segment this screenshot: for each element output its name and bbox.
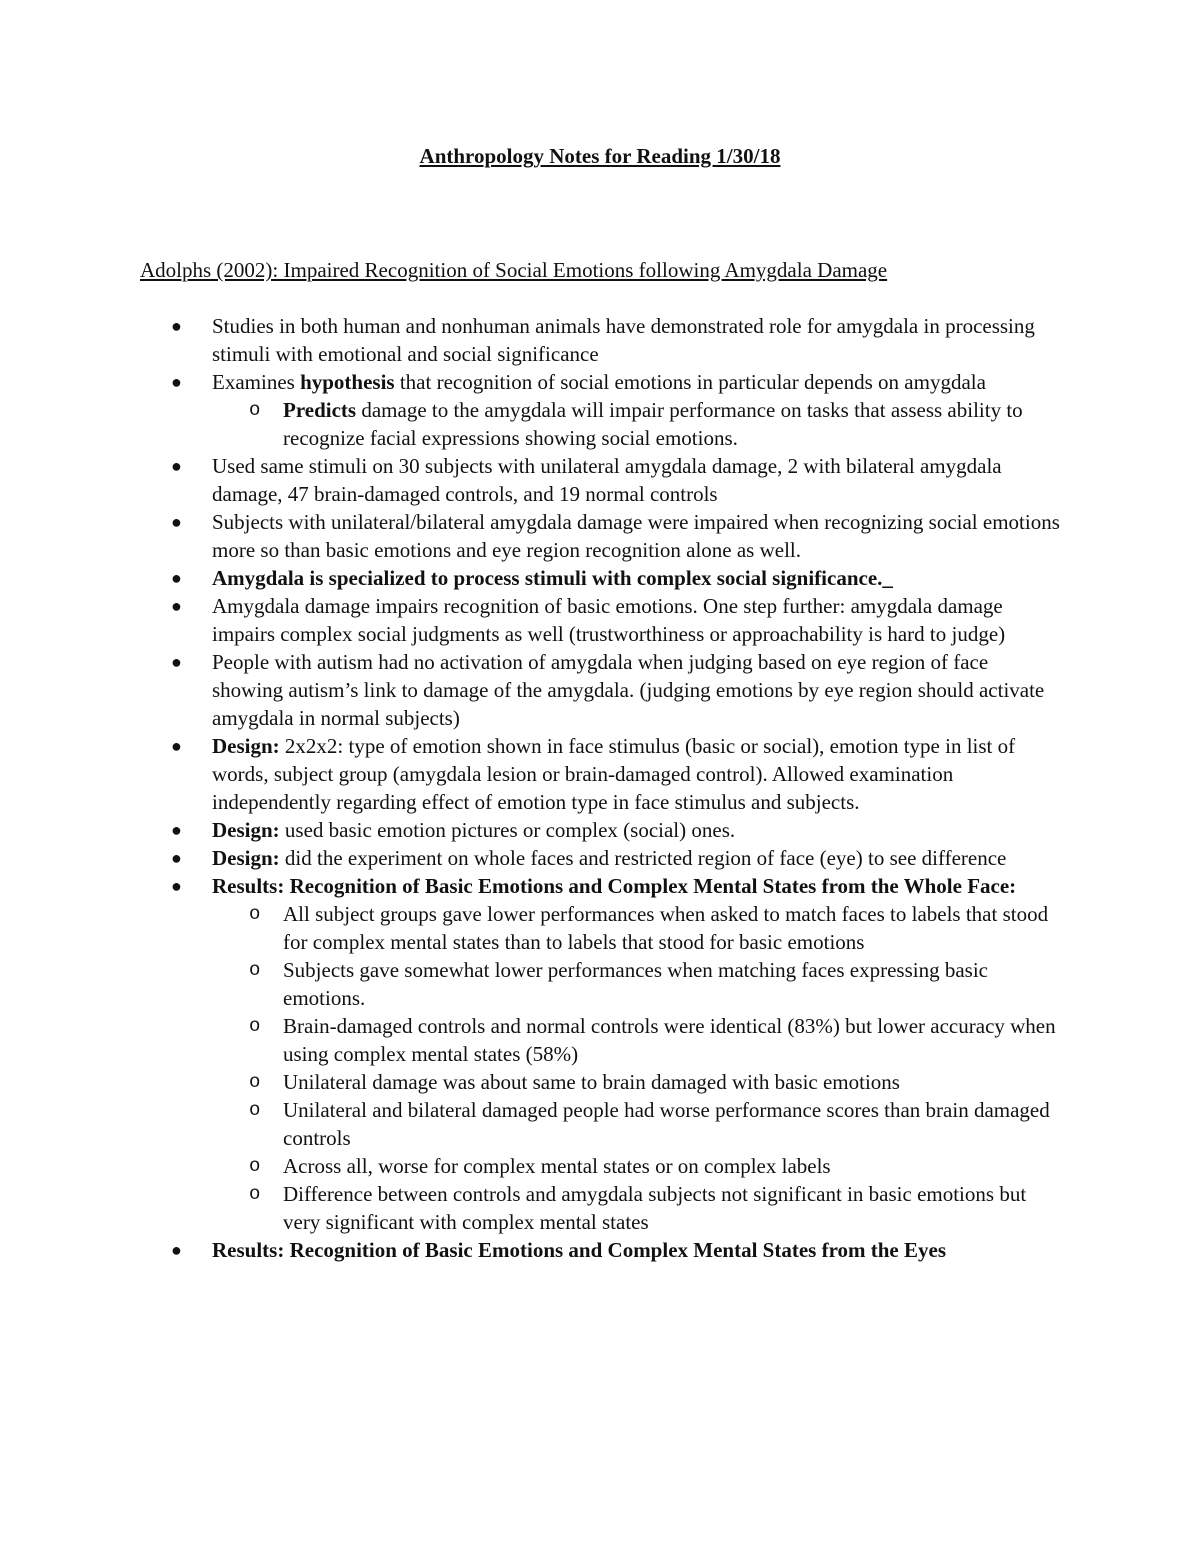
sub-bullet-icon: o (249, 399, 261, 421)
list-item (0, 872, 1200, 1236)
list-item (0, 732, 1200, 816)
sub-bullet-icon: o (249, 959, 261, 981)
sub-list (212, 900, 1060, 1236)
sub-list-item (212, 1152, 1060, 1180)
sub-item-text: All subject groups gave lower performances when asked to match faces to labels that stood for complex mental states than to labels that stood for basic emotions (283, 902, 1049, 954)
sub-list-item (212, 900, 1060, 956)
list-item (0, 592, 1200, 648)
list-item (0, 816, 1200, 844)
item-text: did the experiment on whole faces and restricted region of face (eye) to see difference (279, 846, 1007, 870)
sub-list-item (212, 1068, 1060, 1096)
bullet-icon: ● (171, 736, 182, 756)
item-bold-text: Results: Recognition of Basic Emotions and Complex Mental States from the Whole Face: (212, 874, 1017, 898)
section-heading: Adolphs (2002): Impaired Recognition of Social Emotions following Amygdala Damage (140, 258, 888, 282)
list-item (0, 648, 1200, 732)
bullet-icon: ● (171, 596, 182, 616)
bullet-icon: ● (171, 1240, 182, 1260)
list-item (0, 564, 1200, 592)
item-bold-term: Predicts (283, 398, 357, 422)
item-bold-term: hypothesis (300, 370, 395, 394)
item-text: that recognition of social emotions in particular depends on amygdala (394, 370, 986, 394)
sub-bullet-icon: o (249, 1155, 261, 1177)
bullet-icon: ● (171, 876, 182, 896)
sub-item-text: Across all, worse for complex mental states or on complex labels (283, 1154, 831, 1178)
item-label: Design: (212, 846, 280, 870)
sub-item-text: Unilateral and bilateral damaged people had worse performance scores than brain damaged controls (283, 1098, 1050, 1150)
sub-list-item (212, 956, 1060, 1012)
item-text: Amygdala damage impairs recognition of basic emotions. One step further: amygdala damage impairs complex social judgments as well (trustworthiness or approachability is hard to judge) (212, 594, 1006, 646)
bullet-icon: ● (171, 372, 182, 392)
item-bold-text: Amygdala is specialized to process stimuli with complex social significance._ (212, 566, 893, 590)
sub-item-text: Subjects gave somewhat lower performances when matching faces expressing basic emotions. (283, 958, 989, 1010)
item-text: Used same stimuli on 30 subjects with unilateral amygdala damage, 2 with bilateral amygdala damage, 47 brain-damaged controls, and 19 normal controls (212, 454, 1002, 506)
list-item (0, 312, 1200, 368)
bullet-icon: ● (171, 848, 182, 868)
item-text: Subjects with unilateral/bilateral amygdala damage were impaired when recognizing social emotions more so than basic emotions and eye region recognition alone as well. (212, 510, 1060, 562)
bullet-icon: ● (171, 512, 182, 532)
sub-item-text: Brain-damaged controls and normal controls were identical (83%) but lower accuracy when using complex mental states (58%) (283, 1014, 1056, 1066)
sub-bullet-icon: o (249, 903, 261, 925)
item-bold-text: Results: Recognition of Basic Emotions and Complex Mental States from the Eyes (212, 1238, 946, 1262)
list-item (0, 452, 1200, 508)
bullet-icon: ● (171, 316, 182, 336)
item-text: People with autism had no activation of amygdala when judging based on eye region of face showing autism’s link to damage of the amygdala. (judging emotions by eye region should activate amygdala in normal subjects) (212, 650, 1045, 730)
item-text: 2x2x2: type of emotion shown in face stimulus (basic or social), emotion type in list of words, subject group (amygdala lesion or brain-damaged control). Allowed examination independently regarding effect of emotion type in face stimulus and subjects. (212, 734, 1016, 814)
item-text: used basic emotion pictures or complex (social) ones. (279, 818, 736, 842)
list-item (0, 1236, 1200, 1264)
sub-list-item (212, 1180, 1060, 1236)
sub-bullet-icon: o (249, 1099, 261, 1121)
sub-item-text: Unilateral damage was about same to brain damaged with basic emotions (283, 1070, 900, 1094)
sub-bullet-icon: o (249, 1015, 261, 1037)
bullet-icon: ● (171, 568, 182, 588)
sub-item-text: Difference between controls and amygdala subjects not significant in basic emotions but very significant with complex mental states (283, 1182, 1027, 1234)
item-label: Design: (212, 818, 280, 842)
page-title: Anthropology Notes for Reading 1/30/18 (419, 144, 781, 168)
list-item (0, 368, 1200, 452)
list-item (0, 508, 1200, 564)
sub-list (212, 396, 1060, 452)
item-text: Examines (212, 370, 301, 394)
bullet-icon: ● (171, 820, 182, 840)
sub-list-item (212, 396, 1060, 452)
item-label: Design: (212, 734, 280, 758)
bullet-icon: ● (171, 652, 182, 672)
item-text: damage to the amygdala will impair performance on tasks that assess ability to recognize facial expressions showing social emotions. (283, 398, 1023, 450)
list-item (0, 844, 1200, 872)
item-text: Studies in both human and nonhuman animals have demonstrated role for amygdala in processing stimuli with emotional and social significance (212, 314, 1035, 366)
sub-bullet-icon: o (249, 1183, 261, 1205)
sub-bullet-icon: o (249, 1071, 261, 1093)
notes-list (0, 312, 1200, 1264)
sub-list-item (212, 1096, 1060, 1152)
bullet-icon: ● (171, 456, 182, 476)
sub-list-item (212, 1012, 1060, 1068)
